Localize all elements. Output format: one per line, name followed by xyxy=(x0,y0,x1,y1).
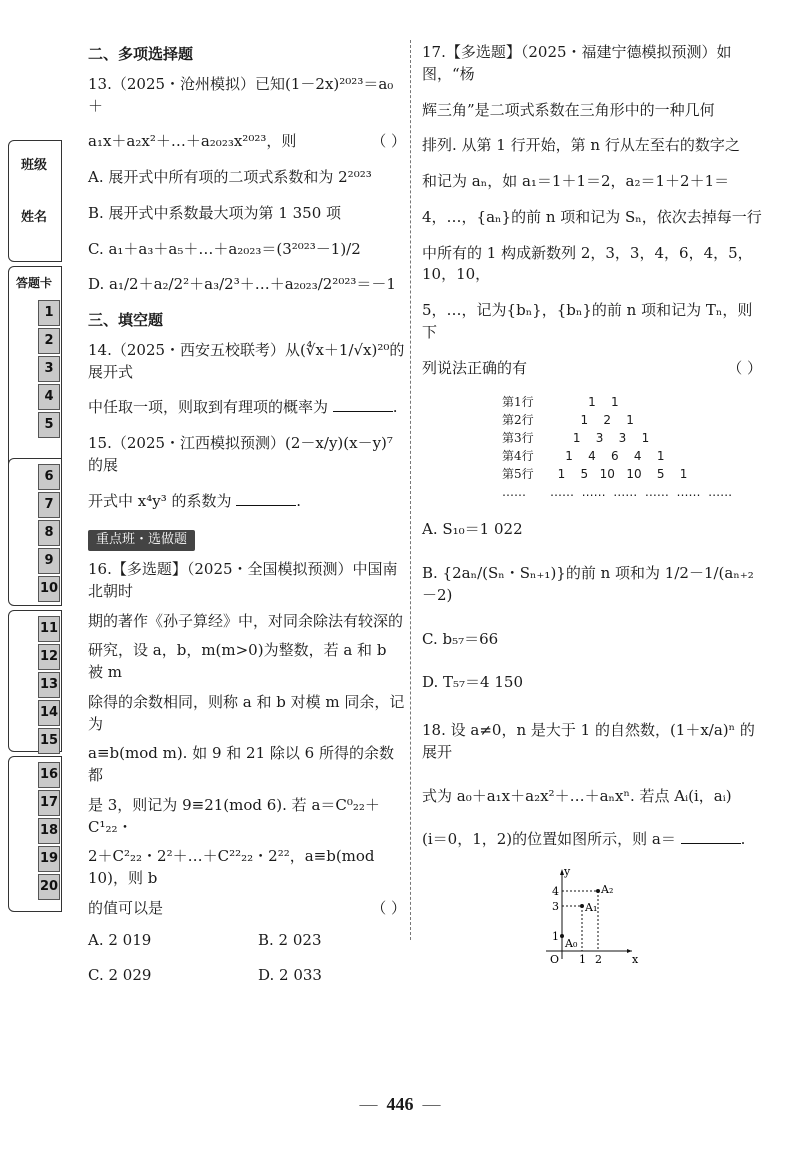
answer-card-number: 16 xyxy=(38,762,60,788)
q16-options-row1 xyxy=(88,930,388,952)
answer-card-number: 11 xyxy=(38,616,60,642)
triangle-row-label: …… xyxy=(502,485,526,500)
q16-option-a: A. 2 019 xyxy=(88,930,152,949)
triangle-row-values: 1 4 6 4 1 xyxy=(550,449,665,464)
q16-stem-line4: 除得的余数相同，则称 a 和 b 对模 m 同余，记为 xyxy=(88,692,405,733)
q13-option-d: D. a₁/2＋a₂/2²＋a₃/2³＋…＋a₂₀₂₃/2²⁰²³＝－1 xyxy=(88,275,396,294)
q15-stem-line2 xyxy=(88,491,406,513)
q17-stem-text: 列说法正确的有 xyxy=(422,358,528,377)
q16-option-c: C. 2 029 xyxy=(88,966,152,985)
q14-answer-blank[interactable] xyxy=(333,411,393,412)
q18-period: . xyxy=(740,830,746,849)
point-a2-label: A₂ xyxy=(601,883,614,896)
answer-card-number: 3 xyxy=(38,356,60,382)
answer-card-number: 20 xyxy=(38,874,60,900)
x-axis-label: x xyxy=(632,953,639,965)
q14-period: . xyxy=(392,398,398,417)
q13-option-b: B. 展开式中系数最大项为第 1 350 项 xyxy=(88,203,342,222)
point-a1 xyxy=(580,904,584,908)
q16-stem-line3: 研究，设 a，b，m(m>0)为整数，若 a 和 b 被 m xyxy=(88,641,387,682)
q13-stem-line1: 13.（2025・沧州模拟）已知(1－2x)²⁰²³＝a₀＋ xyxy=(88,74,394,115)
q14-stem-line1: 14.（2025・西安五校联考）从(∜x＋1/√x)²⁰的展开式 xyxy=(88,340,405,381)
q14-stem-text: 中任取一项，则取到有理项的概率为 xyxy=(88,398,329,417)
triangle-row-values: 1 1 xyxy=(550,395,619,410)
answer-card-number: 12 xyxy=(38,644,60,670)
q18-answer-blank[interactable] xyxy=(681,843,741,844)
q18-stem-line3 xyxy=(422,829,762,851)
triangle-row xyxy=(502,465,762,483)
q17-stem-line5: 4，…，{aₙ}的前 n 项和记为 Sₙ，依次去掉每一行 xyxy=(422,207,762,226)
y-axis-label: y xyxy=(564,865,571,878)
triangle-row xyxy=(502,411,762,429)
q16-stem-text: 的值可以是 xyxy=(88,898,164,917)
answer-card-number: 10 xyxy=(38,576,60,602)
column-divider xyxy=(410,40,411,940)
x-tick-2: 2 xyxy=(595,953,602,965)
q16-stem-line5: a≡b(mod m). 如 9 和 21 除以 6 所得的余数都 xyxy=(88,744,394,785)
key-class-banner: 重点班・选做题 xyxy=(88,530,195,551)
answer-card-number: 5 xyxy=(38,412,60,438)
triangle-row-label: 第1行 xyxy=(502,395,534,410)
q16-stem-line8 xyxy=(88,898,406,920)
answer-card-label: 答题卡 xyxy=(15,276,52,290)
q16-option-d: D. 2 033 xyxy=(258,966,322,985)
q17-stem-line6: 中所有的 1 构成新数列 2，3，3，4，6，4，5，10，10， xyxy=(422,243,753,284)
q18-plot-svg xyxy=(532,865,642,965)
q16-stem-line2: 期的著作《孙子算经》中，对同余除法有较深的 xyxy=(88,611,404,630)
q16-stem-line1: 16.【多选题】（2025・全国模拟预测）中国南北朝时 xyxy=(88,560,398,600)
answer-card-number: 15 xyxy=(38,728,60,754)
q18-coordinate-figure xyxy=(532,865,762,972)
triangle-row-label: 第5行 xyxy=(502,467,534,482)
q16-option-b: B. 2 023 xyxy=(258,930,322,949)
x-tick-1: 1 xyxy=(579,953,586,965)
q17-stem-line7: 5，…，记为{bₙ}，{bₙ}的前 n 项和记为 Tₙ，则下 xyxy=(422,301,753,341)
name-label: 姓名 xyxy=(20,210,47,225)
q17-stem-line3: 排列. 从第 1 行开始，第 n 行从左至右的数字之 xyxy=(422,136,740,155)
q13-option-c: C. a₁＋a₃＋a₅＋…＋a₂₀₂₃＝(3²⁰²³－1)/2 xyxy=(88,239,361,258)
class-label: 班级 xyxy=(20,158,47,173)
q15-stem-line1: 15.（2025・江西模拟预测）(2－x/y)(x－y)⁷的展 xyxy=(88,434,393,474)
q17-answer-paren: （ ） xyxy=(727,358,762,377)
q13-stem-line2 xyxy=(88,131,406,153)
triangle-row-values: 1 3 3 1 xyxy=(550,431,650,446)
q13-answer-paren: （ ） xyxy=(371,132,406,151)
q16-stem-line7: 2＋C²₂₂・2²＋…＋C²²₂₂・2²²，a≡b(mod 10)，则 b xyxy=(88,847,375,888)
footer-dash-right: — xyxy=(413,1094,441,1114)
point-a0-label: A₀ xyxy=(565,937,578,950)
q17-stem-line1: 17.【多选题】（2025・福建宁德模拟预测）如图，“杨 xyxy=(422,43,732,83)
answer-card-number: 8 xyxy=(38,520,60,546)
answer-card-number: 6 xyxy=(38,464,60,490)
q18-stem-text: (i＝0，1，2)的位置如图所示，则 a＝ xyxy=(422,830,676,849)
q13-option-a: A. 展开式中所有项的二项式系数和为 2²⁰²³ xyxy=(88,168,372,186)
section-heading-multi-choice: 二、多项选择题 xyxy=(88,45,194,63)
point-a2 xyxy=(596,889,600,893)
triangle-row-values: …… …… …… …… …… …… xyxy=(550,485,733,500)
q15-answer-blank[interactable] xyxy=(236,505,296,506)
triangle-row xyxy=(502,447,762,465)
answer-card-number: 1 xyxy=(38,300,60,326)
y-tick-1: 1 xyxy=(552,930,559,943)
triangle-row-label: 第4行 xyxy=(502,449,534,464)
triangle-row-values: 1 2 1 xyxy=(550,413,634,428)
left-column xyxy=(88,42,406,1001)
q15-period: . xyxy=(296,491,302,510)
answer-card-number: 4 xyxy=(38,384,60,410)
q15-stem-text: 开式中 x⁴y³ 的系数为 xyxy=(88,491,232,510)
triangle-row xyxy=(502,393,762,411)
point-a1-label: A₁ xyxy=(585,901,598,914)
q17-option-b: B. {2aₙ/(Sₙ・Sₙ₊₁)}的前 n 项和为 1/2－1/(aₙ₊₂－2) xyxy=(422,564,754,604)
q18-stem-line2: 式为 a₀＋a₁x＋a₂x²＋…＋aₙxⁿ. 若点 Aᵢ(i，aᵢ) xyxy=(422,786,732,805)
triangle-row xyxy=(502,429,762,447)
point-a0 xyxy=(560,934,564,938)
answer-card-number: 2 xyxy=(38,328,60,354)
answer-card-number: 13 xyxy=(38,672,60,698)
answer-card-number: 7 xyxy=(38,492,60,518)
origin-label: O xyxy=(550,953,560,965)
q17-stem-line4: 和记为 aₙ，如 a₁＝1＋1＝2，a₂＝1＋2＋1＝ xyxy=(422,172,730,190)
triangle-row-label: 第3行 xyxy=(502,431,534,446)
triangle-row-values: 1 5 10 10 5 1 xyxy=(550,467,688,482)
q17-option-d: D. T₅₇＝4 150 xyxy=(422,673,524,692)
triangle-row xyxy=(502,483,762,501)
q17-option-c: C. b₅₇＝66 xyxy=(422,629,499,648)
page-number: 446 xyxy=(386,1094,414,1114)
answer-card-number: 17 xyxy=(38,790,60,816)
q17-stem-line8 xyxy=(422,358,762,380)
q17-stem-line2: 辉三角”是二项式系数在三角形中的一种几何 xyxy=(422,100,715,119)
yanghui-triangle xyxy=(502,393,762,501)
triangle-row-label: 第2行 xyxy=(502,413,534,428)
q14-stem-line2 xyxy=(88,397,406,419)
q16-options-row2 xyxy=(88,965,388,987)
q18-stem-line1: 18. 设 a≠0，n 是大于 1 的自然数，(1＋x/a)ⁿ 的展开 xyxy=(422,721,755,761)
answer-card-number: 19 xyxy=(38,846,60,872)
page-footer xyxy=(0,1094,800,1115)
q16-stem-line6: 是 3，则记为 9≡21(mod 6). 若 a＝C⁰₂₂＋C¹₂₂・ xyxy=(88,795,380,836)
right-column xyxy=(422,42,762,972)
y-tick-3: 3 xyxy=(552,900,559,913)
section-heading-fill-in: 三、填空题 xyxy=(88,311,164,329)
q17-option-a: A. S₁₀＝1 022 xyxy=(422,520,523,539)
y-tick-4: 4 xyxy=(552,885,559,898)
answer-card-number: 18 xyxy=(38,818,60,844)
answer-card-number: 14 xyxy=(38,700,60,726)
q16-answer-paren: （ ） xyxy=(371,898,406,917)
footer-dash-left: — xyxy=(359,1094,387,1114)
q13-stem-text: a₁x＋a₂x²＋…＋a₂₀₂₃x²⁰²³，则 xyxy=(88,132,297,151)
answer-card-number: 9 xyxy=(38,548,60,574)
